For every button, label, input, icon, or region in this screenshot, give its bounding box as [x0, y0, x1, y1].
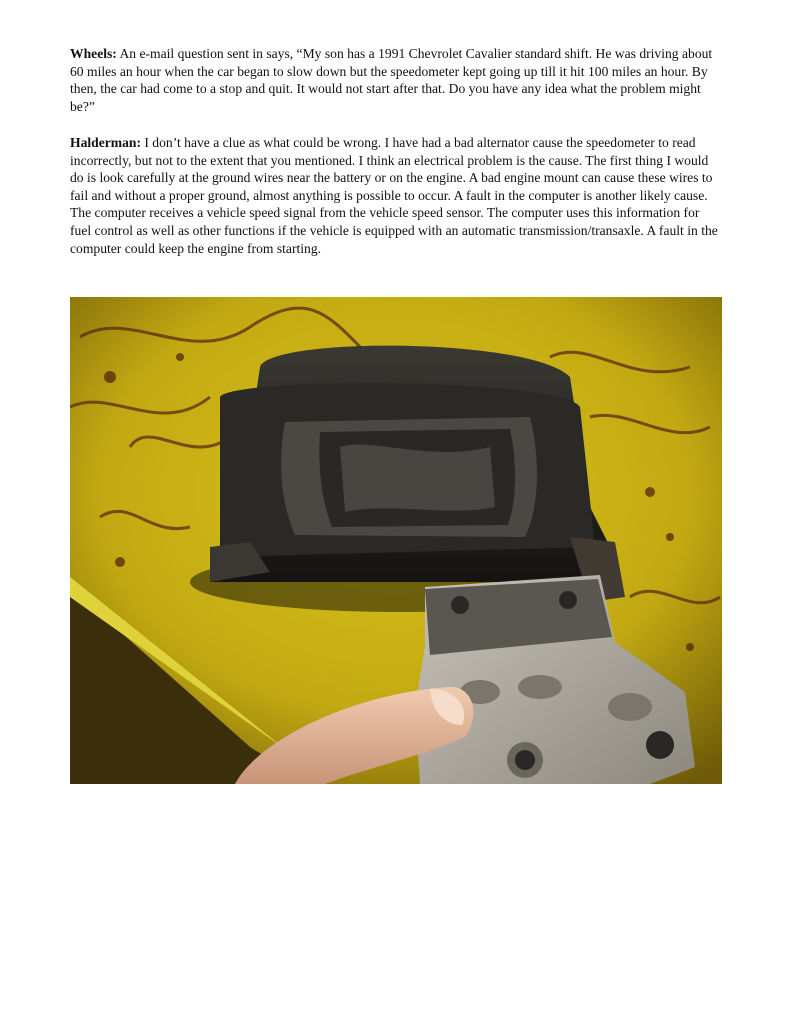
- speaker-halderman: Halderman:: [70, 135, 141, 150]
- rubber-engine-mount: [210, 346, 625, 602]
- speaker-wheels: Wheels:: [70, 46, 117, 61]
- answer-paragraph: [70, 134, 722, 257]
- question-text: An e-mail question sent in says, “My son has a 1991 Chevrolet Cavalier standard shift. He was driving about 60 miles an hour when the car began to slow down but the speedometer kept going up till it hit 100 miles an hour. By then, the car had come to a stop and quit. It would not start after that. Do you have any idea what the problem might be?”: [70, 46, 713, 114]
- engine-mount-photo: [70, 297, 722, 784]
- answer-text: I don’t have a clue as what could be wrong. I have had a bad alternator cause the speedometer to read incorrectly, but not to the extent that you mentioned. I think an electrical problem is the cause. The first thing I would do is look carefully at the ground wires near the battery or on the engine. A bad engine mount can cause these wires to fail and without a proper ground, almost anything is possible to occur. A fault in the computer is another likely cause. The computer receives a vehicle speed signal from the vehicle speed sensor. The computer uses this information for fuel control as well as other functions if the vehicle is equipped with an automatic transmission/transaxle. A fault in the computer could keep the engine from starting.: [70, 135, 718, 256]
- question-paragraph: [70, 45, 722, 115]
